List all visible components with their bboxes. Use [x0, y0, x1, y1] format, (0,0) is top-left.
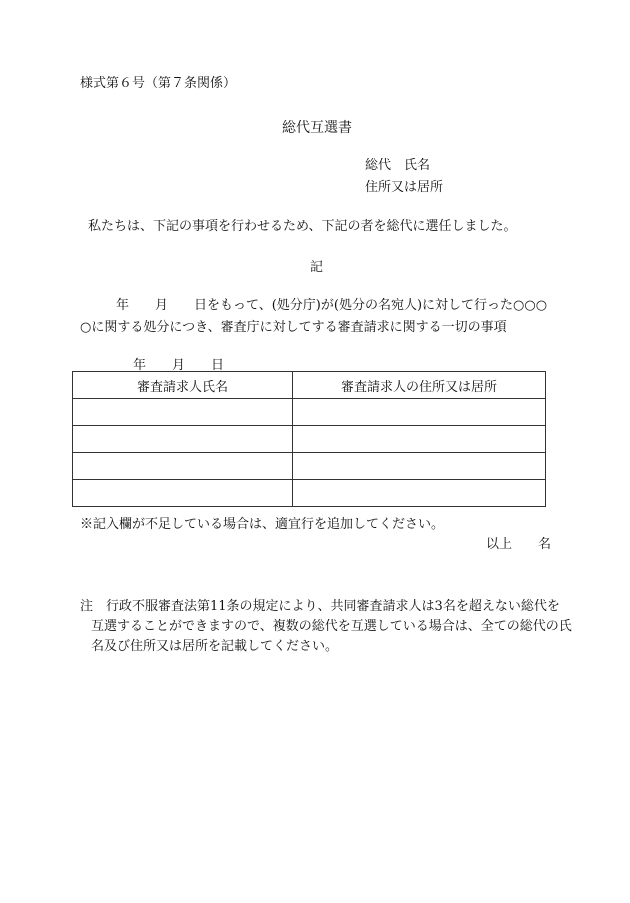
table-row: [73, 426, 546, 453]
add-rows-note: ※記入欄が不足している場合は、適宜行を追加してください。: [80, 517, 445, 532]
table-row: [73, 399, 546, 426]
table-row: [73, 453, 546, 480]
footnote-line-1: 注 行政不服審査法第11条の規定により、共同審査請求人は3名を超えない総代を: [80, 599, 560, 614]
date-line: 年 月 日: [133, 358, 225, 373]
ki-heading: 記: [310, 260, 324, 275]
address-cell[interactable]: [293, 453, 546, 480]
representatives-table: [72, 371, 546, 507]
name-cell[interactable]: [73, 426, 293, 453]
signer-address-label: 住所又は居所: [365, 180, 444, 195]
matter-line-2: ○に関する処分につき、審査庁に対してする審査請求に関する一切の事項: [80, 320, 507, 335]
footnote-line-2: 互選することができますので、複数の総代を互選している場合は、全ての総代の氏: [91, 619, 572, 634]
name-cell[interactable]: [73, 399, 293, 426]
address-cell[interactable]: [293, 399, 546, 426]
name-cell[interactable]: [73, 453, 293, 480]
footnote-line-3: 名及び住所又は居所を記載してください。: [91, 639, 339, 654]
intro-text: 私たちは、下記の事項を行わせるため、下記の者を総代に選任しました。: [88, 219, 517, 234]
total-count: 以上 名: [486, 537, 552, 552]
table-header-row: [73, 372, 546, 399]
signer-name-label: 総代 氏名: [365, 158, 431, 173]
address-cell[interactable]: [293, 426, 546, 453]
form-number: 様式第６号（第７条関係）: [80, 76, 237, 91]
page-title: 総代互選書: [282, 120, 352, 136]
table-row: [73, 480, 546, 507]
address-cell[interactable]: [293, 480, 546, 507]
matter-line-1: 年 月 日をもって、(処分庁)が(処分の名宛人)に対して行った○○○: [90, 298, 548, 313]
header-name: 審査請求人氏名: [73, 372, 293, 399]
header-address: 審査請求人の住所又は居所: [293, 372, 546, 399]
name-cell[interactable]: [73, 480, 293, 507]
